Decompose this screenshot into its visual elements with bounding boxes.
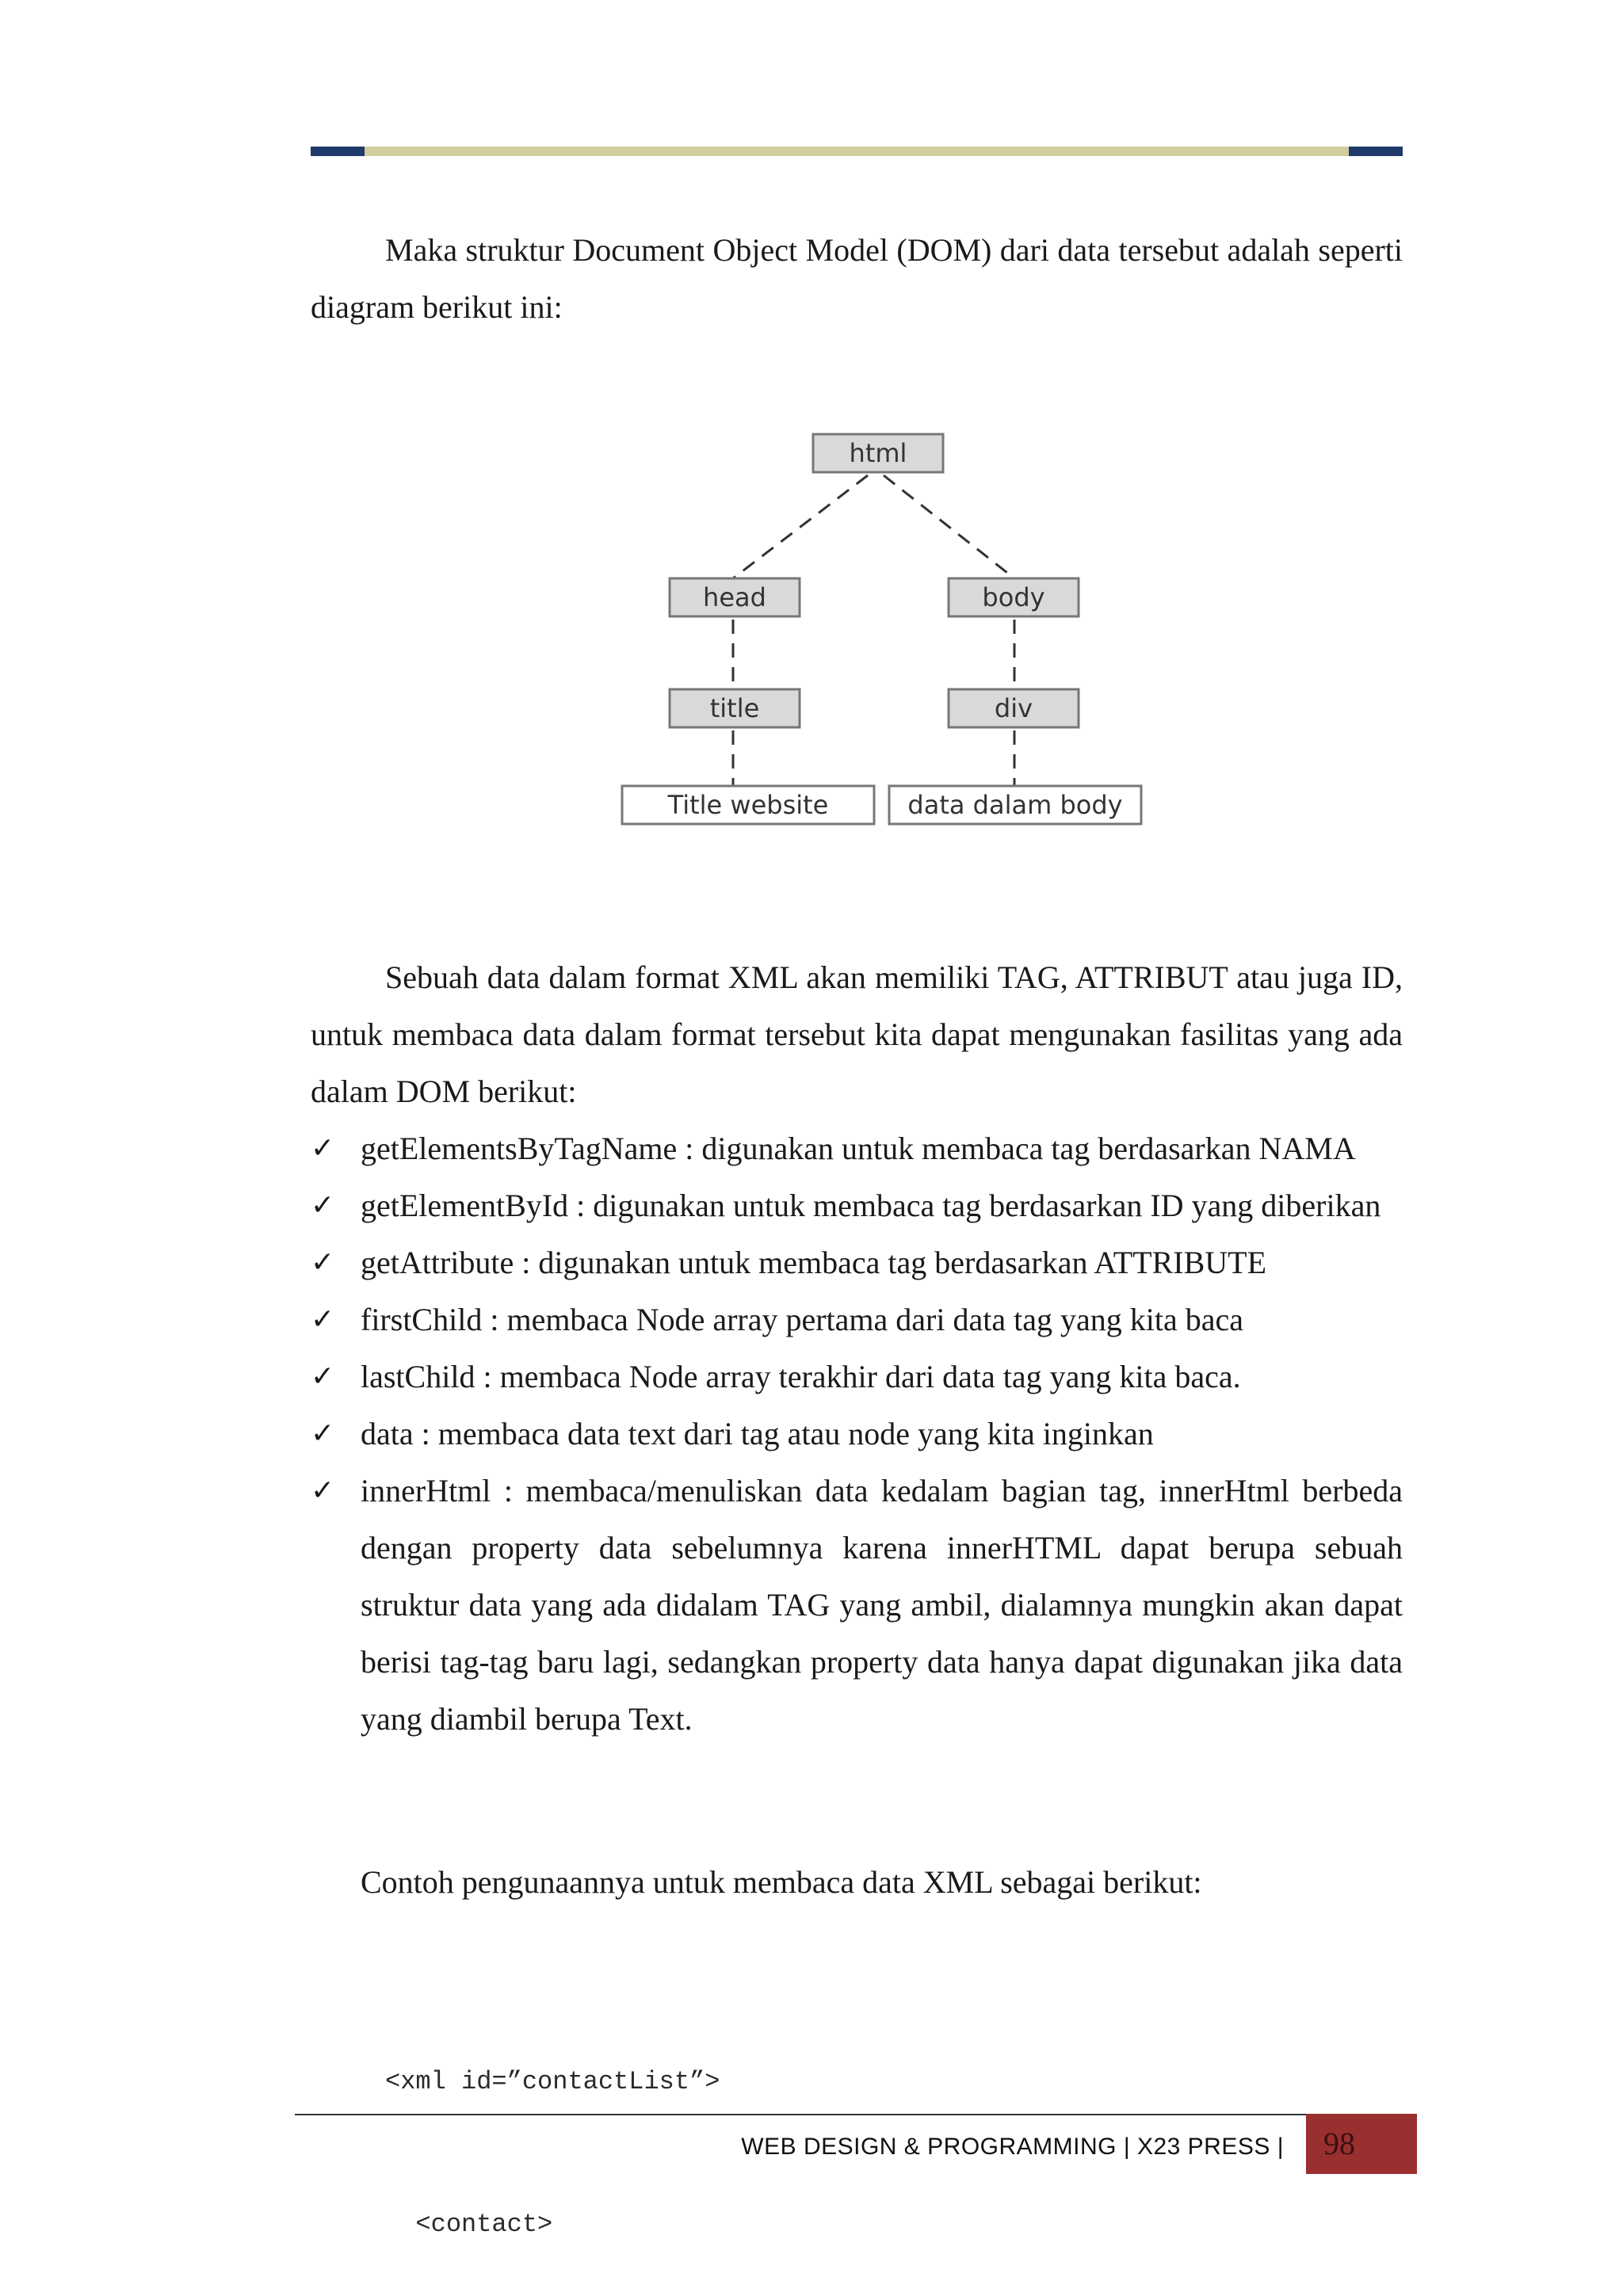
code-line: <xml id=”contactList”> <box>385 2067 720 2096</box>
checklist-item-text: firstChild : membaca Node array pertama dari data tag yang kita baca <box>361 1302 1243 1337</box>
checklist-item <box>311 1463 1403 1748</box>
node-div-label: div <box>994 693 1033 723</box>
example-intro: Contoh pengunaannya untuk membaca data XML sebagai berikut: <box>361 1864 1202 1900</box>
node-html-label: html <box>849 438 907 468</box>
node-head-label: head <box>703 582 766 612</box>
xml-paragraph: Sebuah data dalam format XML akan memiliki TAG, ATTRIBUT atau juga ID, untuk membaca data dalam format tersebut kita dapat mengunakan fasilitas yang ada dalam DOM berikut: <box>311 959 1403 1109</box>
checklist-item <box>311 1234 1403 1291</box>
code-line: <contact> <box>385 2210 553 2239</box>
checklist-item-text: lastChild : membaca Node array terakhir dari data tag yang kita baca. <box>361 1359 1241 1394</box>
edge-html-head <box>733 475 868 578</box>
check-icon: ✓ <box>311 1303 335 1336</box>
footer-rule <box>295 2114 1306 2115</box>
checklist-item <box>311 1291 1403 1348</box>
dom-tree-diagram <box>602 420 1173 848</box>
checklist-item <box>311 1348 1403 1405</box>
intro-paragraph: Maka struktur Document Object Model (DOM) dari data tersebut adalah seperti diagram berikut ini: <box>311 232 1403 325</box>
checklist-item <box>311 1120 1403 1177</box>
dom-methods-checklist <box>311 1120 1403 1748</box>
edge-html-body <box>884 475 1014 578</box>
check-icon: ✓ <box>311 1132 335 1165</box>
checklist-item-text: getAttribute : digunakan untuk membaca tag berdasarkan ATTRIBUTE <box>361 1245 1267 1280</box>
checklist-item-text: getElementById : digunakan untuk membaca tag berdasarkan ID yang diberikan <box>361 1188 1381 1223</box>
check-icon: ✓ <box>311 1417 335 1450</box>
node-title-text-label: Title website <box>667 790 829 820</box>
check-icon: ✓ <box>311 1246 335 1279</box>
checklist-item-text: data : membaca data text dari tag atau node yang kita inginkan <box>361 1416 1154 1451</box>
checklist-item <box>311 1177 1403 1234</box>
checklist-item-text: getElementsByTagName : digunakan untuk membaca tag berdasarkan NAMA <box>361 1131 1356 1166</box>
header-rule <box>311 147 1403 156</box>
code-snippet <box>385 1963 720 2296</box>
node-body-text-label: data dalam body <box>907 790 1123 820</box>
check-icon: ✓ <box>311 1189 335 1222</box>
check-icon: ✓ <box>311 1360 335 1393</box>
node-title-label: title <box>709 693 760 723</box>
header-rule-middle <box>365 147 1349 156</box>
footer-text: WEB DESIGN & PROGRAMMING | X23 PRESS | <box>741 2134 1284 2160</box>
check-icon: ✓ <box>311 1474 335 1507</box>
node-body-label: body <box>982 582 1045 612</box>
checklist-item-text: innerHtml : membaca/menuliskan data kedalam bagian tag, innerHtml berbeda dengan property data sebelumnya karena innerHTML dapat berupa sebuah struktur data yang ada didalam TAG yang ambil, dialamnya mungkin akan dapat berisi tag-tag baru lagi, sedangkan property data hanya dapat digunakan jika data yang diambil berupa Text. <box>361 1473 1403 1737</box>
checklist-item <box>311 1405 1403 1463</box>
header-rule-right-cap <box>1349 147 1403 156</box>
page-number: 98 <box>1306 2114 1417 2174</box>
header-rule-left-cap <box>311 147 365 156</box>
